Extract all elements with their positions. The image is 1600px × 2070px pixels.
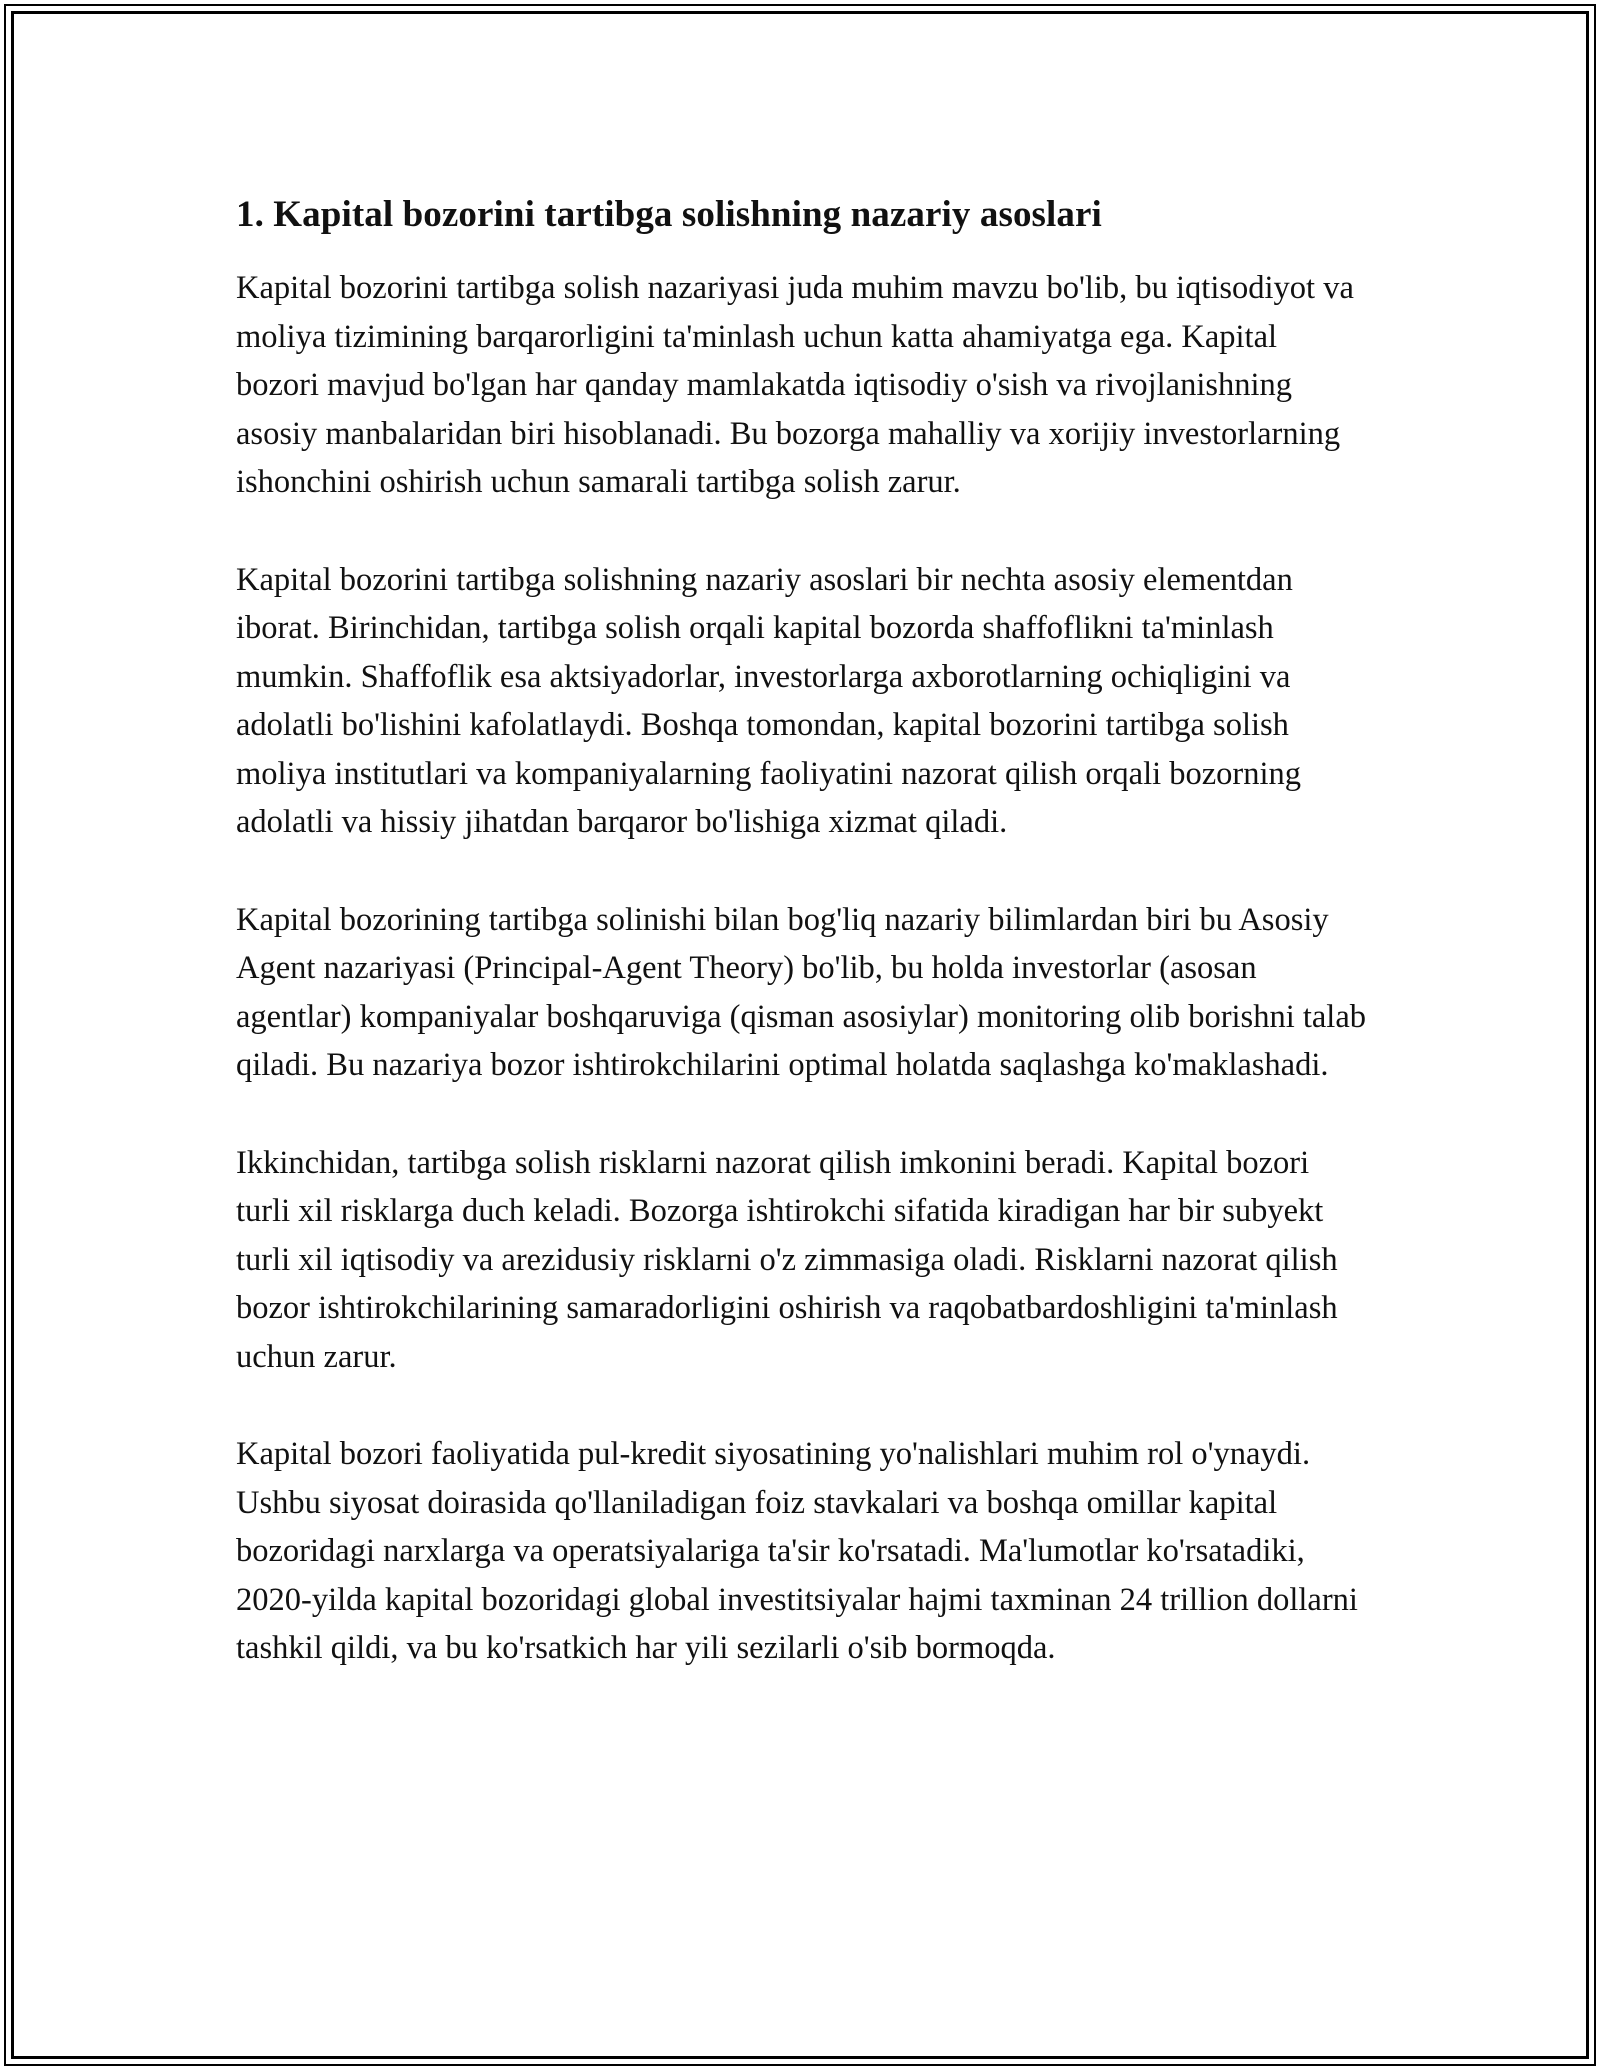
paragraph-4: Ikkinchidan, tartibga solish risklarni nazorat qilish imkonini beradi. Kapital bozori turli xil risklarga duch keladi. Bozorga ishtirokchi sifatida kiradigan har bir subyekt turli xil iqtisodiy va arezidusiy risklarni o'z zimmasiga oladi. Risklarni nazorat qilish bozor ishtirokchilarining samaradorligini oshirish va raqobatbardoshligini ta'minlash uchun zarur. <box>236 1144 1338 1375</box>
paragraph-1: Kapital bozorini tartibga solish nazariyasi juda muhim mavzu bo'lib, bu iqtisodiyot va moliya tizimining barqarorligini ta'minlash uchun katta ahamiyatga ega. Kapital bozori mavjud bo'lgan har qanday mamlakatda iqtisodiy o'sish va rivojlanishning asosiy manbalaridan biri hisoblanadi. Bu bozorga mahalliy va xorijiy investorlarning ishonchini oshirish uchun samarali tartibga solish zarur. <box>236 270 1354 500</box>
document-body <box>236 188 1366 1722</box>
section-heading: 1. Kapital bozorini tartibga solishning nazariy asoslari <box>236 194 1102 235</box>
paragraph-5: Kapital bozori faoliyatida pul-kredit siyosatining yo'nalishlari muhim rol o'ynaydi. Ushbu siyosat doirasida qo'llaniladigan foiz stavkalari va boshqa omillar kapital bozoridagi narxlarga va operatsiyalariga ta'sir ko'rsatadi. Ma'lumotlar ko'rsatadiki, 2020-yilda kapital bozoridagi global investitsiyalar hajmi taxminan 24 trillion dollarni tashkil qildi, va bu ko'rsatkich har yili sezilarli o'sib bormoqda. <box>236 1436 1358 1666</box>
paragraph-3: Kapital bozorining tartibga solinishi bilan bog'liq nazariy bilimlardan biri bu Asosiy Agent nazariyasi (Principal-Agent Theory) bo'lib, bu holda investorlar (asosan agentlar) kompaniyalar boshqaruviga (qisman asosiylar) monitoring olib borishni talab qiladi. Bu nazariya bozor ishtirokchilarini optimal holatda saqlashga ko'maklashadi. <box>236 901 1367 1083</box>
paragraph-2: Kapital bozorini tartibga solishning nazariy asoslari bir nechta asosiy elementdan iborat. Birinchidan, tartibga solish orqali kapital bozorda shaffoflikni ta'minlash mumkin. Shaffoflik esa aktsiyadorlar, investorlarga axborotlarning ochiqligini va adolatli bo'lishini kafolatlaydi. Boshqa tomondan, kapital bozorini tartibga solish moliya institutlari va kompaniyalarning faoliyatini nazorat qilish orqali bozorning adolatli va hissiy jihatdan barqaror bo'lishiga xizmat qiladi. <box>236 561 1302 840</box>
